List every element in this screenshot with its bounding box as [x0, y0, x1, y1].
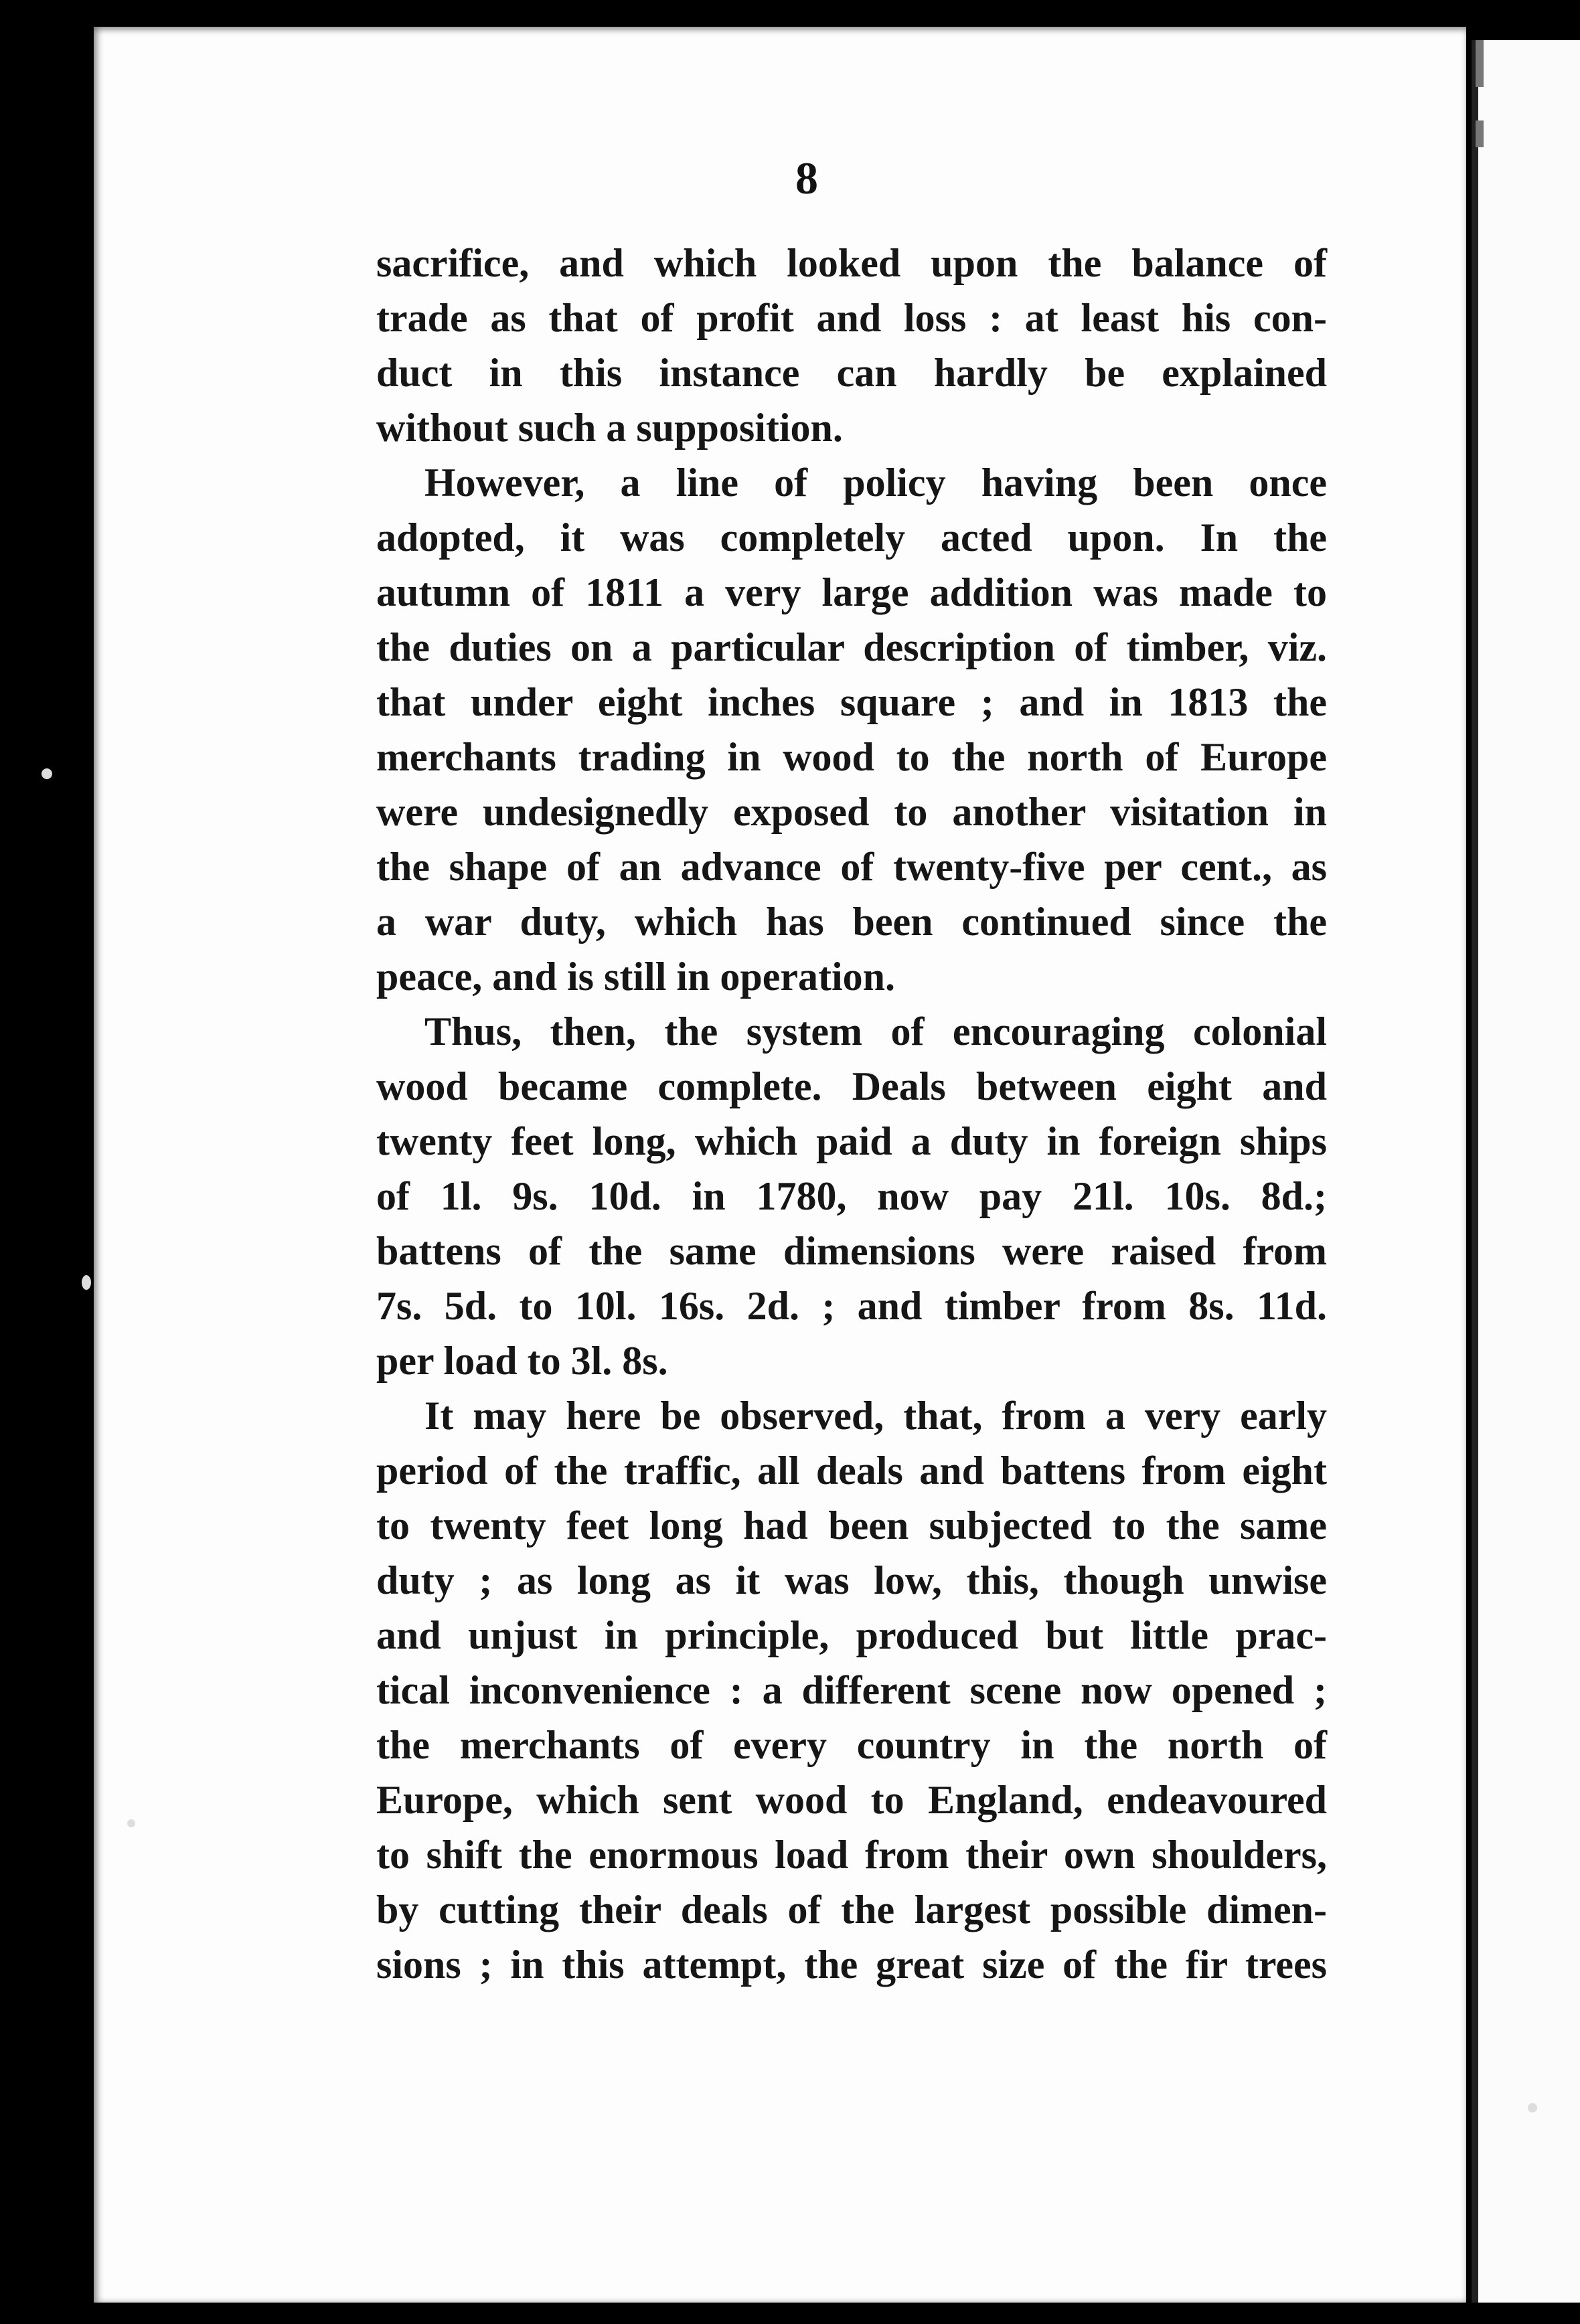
- text-line: the merchants of every country in the north of: [376, 1723, 1327, 1767]
- scan-speck: [42, 768, 52, 779]
- text-line: Thus, then, the system of encouraging colonial: [424, 1009, 1327, 1054]
- text-line: a war duty, which has been continued since the: [376, 900, 1327, 944]
- scan-speck: [1528, 2103, 1537, 2112]
- text-line: the duties on a particular description of timber, viz.: [376, 625, 1327, 669]
- text-line: tical inconvenience : a different scene now opened ;: [376, 1668, 1327, 1712]
- scan-speck: [82, 1275, 91, 1290]
- text-line: and unjust in principle, produced but little prac-: [376, 1613, 1327, 1657]
- text-line: were undesignedly exposed to another visitation in: [376, 790, 1327, 834]
- text-line: of 1l. 9s. 10d. in 1780, now pay 21l. 10s. 8d.;: [376, 1174, 1327, 1218]
- scan-speck: [127, 1819, 135, 1827]
- text-line: period of the traffic, all deals and battens from eight: [376, 1448, 1327, 1493]
- text-line: to shift the enormous load from their own shoulders,: [376, 1833, 1327, 1877]
- page-number: 8: [795, 153, 818, 203]
- text-line: merchants trading in wood to the north of Europe: [376, 735, 1327, 779]
- text-line: 7s. 5d. to 10l. 16s. 2d. ; and timber from 8s. 11d.: [376, 1284, 1327, 1328]
- text-line: twenty feet long, which paid a duty in foreign ships: [376, 1119, 1327, 1163]
- text-line: without such a supposition.: [376, 406, 843, 450]
- text-line: It may here be observed, that, from a very early: [424, 1394, 1327, 1438]
- text-line: However, a line of policy having been once: [424, 461, 1327, 505]
- text-line: per load to 3l. 8s.: [376, 1339, 668, 1383]
- body-text: [376, 236, 1327, 1992]
- text-line: by cutting their deals of the largest possible dimen-: [376, 1888, 1327, 1932]
- text-line: Europe, which sent wood to England, endeavoured: [376, 1778, 1327, 1822]
- text-line: that under eight inches square ; and in 1813 the: [376, 680, 1327, 724]
- text-line: trade as that of profit and loss : at least his con-: [376, 296, 1327, 340]
- text-line: duty ; as long as it was low, this, though unwise: [376, 1558, 1327, 1602]
- text-line: sacrifice, and which looked upon the balance of: [376, 241, 1327, 285]
- text-line: autumn of 1811 a very large addition was made to: [376, 570, 1327, 614]
- edge-mark: [1476, 40, 1484, 87]
- text-line: to twenty feet long had been subjected to the same: [376, 1503, 1327, 1548]
- text-line: adopted, it was completely acted upon. In the: [376, 515, 1327, 560]
- edge-mark: [1476, 120, 1484, 147]
- facing-page-edge: [1472, 40, 1580, 2303]
- text-line: duct in this instance can hardly be explained: [376, 351, 1327, 395]
- text-line: battens of the same dimensions were raised from: [376, 1229, 1327, 1273]
- text-line: wood became complete. Deals between eight and: [376, 1064, 1327, 1108]
- text-line: the shape of an advance of twenty-five per cent., as: [376, 845, 1327, 889]
- text-line: peace, and is still in operation.: [376, 954, 896, 999]
- text-line: sions ; in this attempt, the great size of the fir trees: [376, 1942, 1327, 1987]
